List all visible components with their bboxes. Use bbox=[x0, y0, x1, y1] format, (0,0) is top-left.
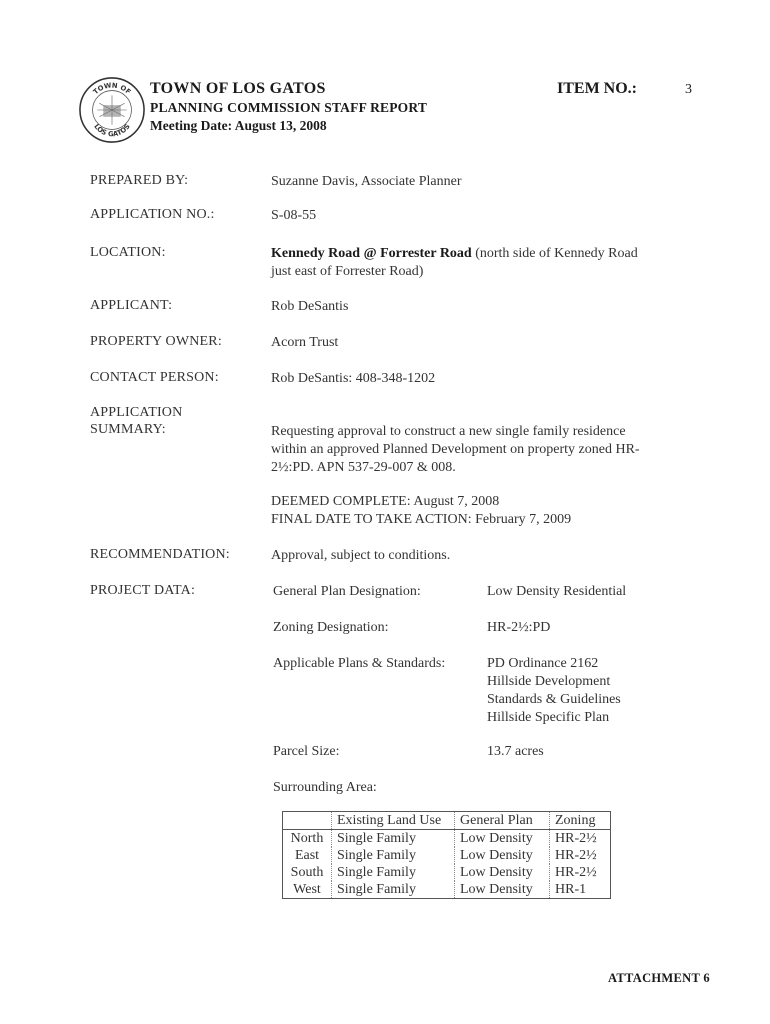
surrounding-area-table bbox=[282, 811, 611, 899]
table-cell: HR-2½ bbox=[550, 830, 611, 848]
location-value bbox=[271, 245, 691, 281]
property-owner-value: Acorn Trust bbox=[271, 335, 339, 350]
table-cell: Single Family bbox=[332, 881, 455, 899]
plans-item: Hillside Specific Plan bbox=[487, 710, 610, 725]
table-header-cell: Existing Land Use bbox=[332, 812, 455, 830]
plans-item: Standards & Guidelines bbox=[487, 692, 621, 707]
parcel-size-label: Parcel Size: bbox=[273, 744, 340, 759]
table-cell: HR-1 bbox=[550, 881, 611, 899]
applicant-value: Rob DeSantis bbox=[271, 299, 349, 314]
table-row bbox=[283, 864, 611, 881]
seal-text-top: TOWN OF bbox=[91, 81, 133, 97]
applicant-label: APPLICANT: bbox=[90, 298, 173, 313]
surrounding-area-label: Surrounding Area: bbox=[273, 780, 377, 795]
location-label: LOCATION: bbox=[90, 245, 166, 260]
table-cell: Single Family bbox=[332, 830, 455, 848]
location-line-2: just east of Forrester Road) bbox=[271, 264, 424, 279]
attachment-label: ATTACHMENT 6 bbox=[608, 971, 710, 985]
property-owner-label: PROPERTY OWNER: bbox=[90, 334, 222, 349]
table-cell: South bbox=[283, 864, 332, 881]
general-plan-value: Low Density Residential bbox=[487, 584, 627, 599]
meeting-date: Meeting Date: August 13, 2008 bbox=[150, 118, 327, 133]
item-no-value: 3 bbox=[685, 82, 692, 97]
svg-text:LOS GATOS bbox=[92, 122, 132, 138]
table-cell: HR-2½ bbox=[550, 864, 611, 881]
deemed-complete: DEEMED COMPLETE: August 7, 2008 bbox=[271, 494, 500, 509]
table-cell: East bbox=[283, 847, 332, 864]
applicable-plans-label: Applicable Plans & Standards: bbox=[273, 656, 446, 671]
table-row bbox=[283, 881, 611, 899]
summary-line-3: 2½:PD. APN 537-29-007 & 008. bbox=[271, 460, 456, 475]
application-no-label: APPLICATION NO.: bbox=[90, 207, 215, 222]
prepared-by-value: Suzanne Davis, Associate Planner bbox=[271, 174, 462, 189]
table-cell: North bbox=[283, 830, 332, 848]
final-date-to-take-action: FINAL DATE TO TAKE ACTION: February 7, 2009 bbox=[271, 512, 572, 527]
application-no-value: S-08-55 bbox=[271, 208, 317, 223]
table-cell: Low Density bbox=[455, 830, 550, 848]
table-header-cell bbox=[283, 812, 332, 830]
svg-text:TOWN OF bbox=[92, 81, 133, 96]
application-summary-value bbox=[271, 423, 681, 477]
general-plan-label: General Plan Designation: bbox=[273, 584, 421, 599]
table-cell: Low Density bbox=[455, 847, 550, 864]
zoning-value: HR-2½:PD bbox=[487, 620, 551, 635]
contact-person-label: CONTACT PERSON: bbox=[90, 370, 219, 385]
table-header-row bbox=[283, 812, 611, 830]
summary-line-2: within an approved Planned Development on property zoned HR- bbox=[271, 442, 640, 457]
zoning-label: Zoning Designation: bbox=[273, 620, 389, 635]
table-row bbox=[283, 847, 611, 864]
recommendation-label: RECOMMENDATION: bbox=[90, 547, 230, 562]
table-cell: Single Family bbox=[332, 864, 455, 881]
plans-item: PD Ordinance 2162 bbox=[487, 656, 599, 671]
location-road: Kennedy Road @ Forrester Road bbox=[271, 246, 472, 261]
table-cell: Low Density bbox=[455, 864, 550, 881]
table-row bbox=[283, 830, 611, 848]
table-header-cell: General Plan bbox=[455, 812, 550, 830]
town-seal-logo bbox=[78, 76, 146, 144]
table-cell: West bbox=[283, 881, 332, 899]
applicable-plans-value bbox=[487, 655, 621, 727]
application-summary-label-2: SUMMARY: bbox=[90, 422, 166, 437]
seal-text-bottom: LOS GATOS bbox=[92, 122, 132, 139]
item-no-label: ITEM NO.: bbox=[557, 80, 637, 97]
project-data-label: PROJECT DATA: bbox=[90, 583, 196, 598]
plans-item: Hillside Development bbox=[487, 674, 611, 689]
application-summary-label-1: APPLICATION bbox=[90, 405, 183, 420]
table-header-cell: Zoning bbox=[550, 812, 611, 830]
town-name: TOWN OF LOS GATOS bbox=[150, 80, 326, 97]
recommendation-value: Approval, subject to conditions. bbox=[271, 548, 451, 563]
report-type: PLANNING COMMISSION STAFF REPORT bbox=[150, 100, 428, 115]
summary-line-1: Requesting approval to construct a new single family residence bbox=[271, 424, 626, 439]
table-cell: Single Family bbox=[332, 847, 455, 864]
parcel-size-value: 13.7 acres bbox=[487, 744, 544, 759]
table-cell: HR-2½ bbox=[550, 847, 611, 864]
prepared-by-label: PREPARED BY: bbox=[90, 173, 189, 188]
table-cell: Low Density bbox=[455, 881, 550, 899]
contact-person-value: Rob DeSantis: 408-348-1202 bbox=[271, 371, 436, 386]
location-detail: (north side of Kennedy Road bbox=[471, 246, 638, 261]
